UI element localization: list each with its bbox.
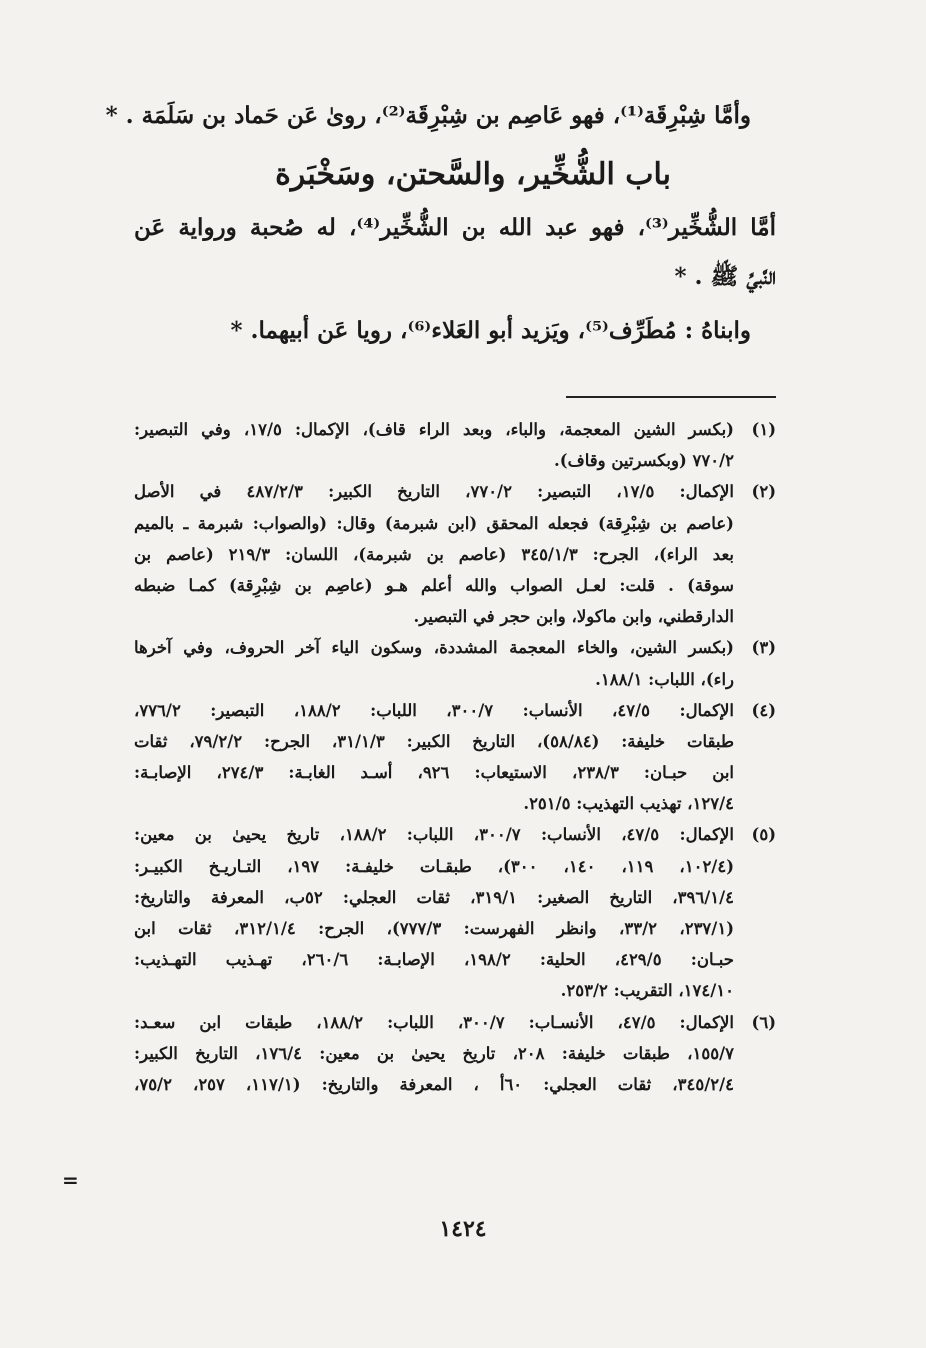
footnote-line: الإكمال: ٤٧/٥، الأنساب: ٣٠٠/٧، اللباب: ١٨٨/٢، التبصير: ٧٧٦/٢،	[134, 700, 734, 720]
footnote-line: حبـان: ٤٢٩/٥، الحلية: ١٩٨/٢، الإصابـة: ٢٦٠/٦، تهـذيب التهـذيب:	[134, 950, 734, 970]
footnote-3	[134, 632, 776, 694]
footnote-line: راء)، اللباب: ١٨٨/١.	[595, 669, 734, 689]
page-number: ١٤٢٤	[439, 1216, 487, 1242]
footnote-line: (١٠٢/٤، ١١٩، ١٤٠، ٣٠٠)، طبقـات خليفـة: ١٩٧، التـاريـخ الكبيـر:	[134, 856, 734, 876]
footnote-line: ١٧٤/١٠، التقريب: ٢٥٣/٢.	[560, 981, 734, 1001]
footnote-number: (٦)	[751, 1012, 776, 1032]
entry-shikhkhir-line2: النَّبيِّ ﷺ . *	[674, 263, 776, 290]
footnote-line: سوقة) . قلت: لعـل الصواب والله أعلم هـو (عاصِم بن شِبْرِقة) كمـا ضبطه	[134, 575, 734, 595]
footnote-number: (٥)	[751, 825, 776, 845]
footnote-number: (٢)	[751, 482, 776, 502]
footnote-6	[134, 1007, 776, 1101]
footnote-line: ١٥٥/٧، طبقات خليفة: ٢٠٨، تاريخ يحيىٰ بن معين: ١٧٦/٤، التاريخ الكبير:	[134, 1043, 734, 1063]
footnote-line: الإكمال: ١٧/٥، التبصير: ٧٧٠/٢، التاريخ الكبير: ٤٨٧/٢/٣ في الأصل	[134, 482, 734, 502]
chapter-heading: باب الشُّخِّير، والسَّحتن، وسَخْبَرة	[275, 157, 671, 192]
footnote-number: (٣)	[751, 638, 776, 658]
footnote-line: طبقات خليفة: (٥٨/٨٤)، التاريخ الكبير: ٣١/١/٣، الجرح: ٧٩/٢/٢، ثقات	[134, 731, 734, 751]
footnote-line: الإكمال: ٤٧/٥، الأنسـاب: ٣٠٠/٧، اللباب: ١٨٨/٢، طبقات ابن سعـد:	[134, 1012, 734, 1032]
footnotes	[134, 414, 776, 1100]
footnote-line: ٣٤٥/٢/٤، ثقات العجلي: ٦٠أ ، المعرفة والتاريخ: (١١٧/١، ٢٥٧، ٧٥/٢،	[134, 1074, 734, 1094]
footnote-line: بعد الراء)، الجرح: ٣٤٥/١/٣ (عاصم بن شبرمة)، اللسان: ٢١٩/٣ (عاصم بن	[134, 544, 734, 564]
footnote-line: ٧٧٠/٢ (وبكسرتين وقاف).	[554, 451, 734, 471]
footnote-line: الدارقطني، وابن ماكولا، وابن حجر في التبصير.	[413, 607, 734, 627]
entry-shikhkhir-line1: أمَّا الشُّخِّير⁽³⁾، فهو عبد الله بن الشُّخِّير⁽⁴⁾، له صُحبة ورواية عَن	[134, 214, 776, 241]
footnote-line: ابن حبـان: ٢٣٨/٣، الاستيعاب: ٩٢٦، أسـد الغابـة: ٢٧٤/٣، الإصابـة:	[134, 763, 734, 783]
footnote-line: (عاصم بن شِبْرِقة) فجعله المحقق (ابن شبرمة) وقال: (والصواب: شبرمة ـ بالميم	[134, 513, 734, 533]
footnote-line: (بكسر الشين، والخاء المعجمة المشددة، وسكون الياء آخر الحروف، وفي آخرها	[134, 638, 734, 658]
entry-shibriqa: وأمَّا شِبْرِقَة⁽¹⁾، فهو عَاصِم بن شِبْرِقَة⁽²⁾، روىٰ عَن حَماد بن سَلَمَة . *	[105, 102, 751, 129]
entry-sons: وابناهُ : مُطَرِّف⁽⁵⁾، ويَزيد أبو العَلاء⁽⁶⁾، رويا عَن أبيهما. *	[230, 317, 751, 344]
footnote-separator	[566, 396, 776, 398]
footnote-5	[134, 819, 776, 1006]
footnote-line: الإكمال: ٤٧/٥، الأنساب: ٣٠٠/٧، اللباب: ١٨٨/٢، تاريخ يحيىٰ بن معين:	[134, 825, 734, 845]
continuation-mark: =	[62, 1168, 79, 1192]
footnote-4	[134, 695, 776, 820]
footnote-number: (١)	[751, 420, 776, 439]
footnote-line: (بكسر الشين المعجمة، والباء، وبعد الراء قاف)، الإكمال: ١٧/٥، وفي التبصير:	[134, 420, 734, 439]
footnote-1	[134, 414, 776, 476]
footnote-number: (٤)	[751, 700, 776, 720]
footnote-line: (٢٣٧/١، ٣٣/٢، وانظر الفهرست: ٧٧٧/٣)، الجرح: ٣١٢/١/٤، ثقات ابن	[134, 919, 734, 938]
footnote-line: ١٢٧/٤، تهذيب التهذيب: ٢٥١/٥.	[523, 794, 734, 814]
footnote-line: ٣٩٦/١/٤، التاريخ الصغير: ٣١٩/١، ثقات العجلي: ٥٢ب، المعرفة والتاريخ:	[134, 887, 734, 907]
footnote-2	[134, 476, 776, 632]
